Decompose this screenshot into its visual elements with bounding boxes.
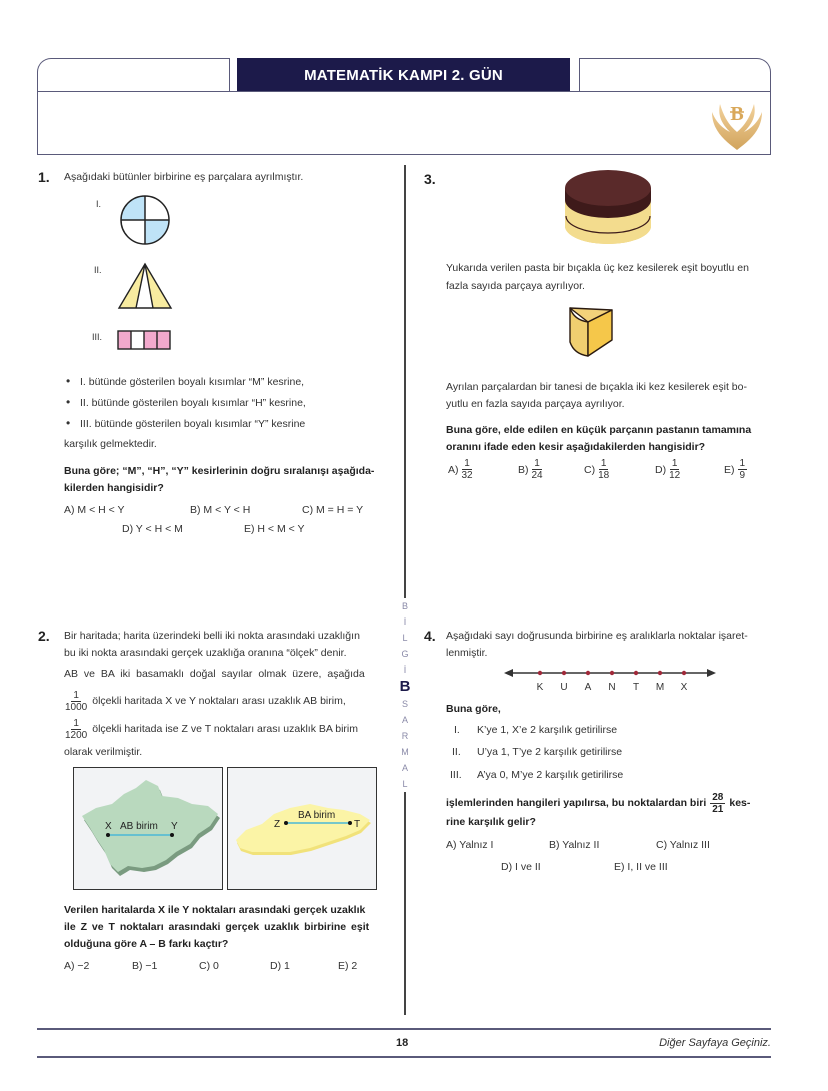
point-label: N (608, 682, 616, 693)
svg-text:B: B (730, 103, 744, 125)
option-e[interactable]: E) 2 (338, 960, 358, 972)
map-2 (227, 767, 377, 890)
question-intro: Aşağıdaki bütünler birbirine eş parçalara ayrılmıştır. (64, 171, 304, 183)
figure-label-1: I. (96, 199, 102, 209)
option-a[interactable]: A) $\frac{1}{32}$ (448, 458, 473, 481)
option-e[interactable]: E) $\frac{1}{9}$ (724, 458, 746, 481)
point-label: A (584, 682, 592, 693)
point-t-label: T (354, 819, 361, 830)
question-text: fazla sayıda parçaya ayrılıyor. (446, 280, 585, 292)
brand-letter: A (401, 715, 408, 725)
question-text: bu iki nokta arasındaki gerçek uzaklığa oranına “ölçek” denir. (64, 647, 347, 659)
option-b[interactable]: B) $\frac{1}{24}$ (518, 458, 543, 481)
question-prompt-cont: olduğuna göre A – B farkı kaçtır? (64, 938, 229, 950)
brand-letter: İ (403, 665, 407, 675)
point-label: K (536, 682, 544, 693)
question-prompt-cont: ile Z ve T noktaları arasındaki gerçek uzaklık birbirine eşit (64, 921, 370, 933)
scale-line-1: $\frac{1}{1000}$ ölçekli haritada X ve Y noktaları arası uzaklık AB birim, (65, 690, 346, 713)
option-a[interactable]: A) −2 (64, 960, 90, 972)
map-1 (73, 767, 223, 890)
option-c[interactable]: C) Yalnız III (656, 839, 710, 851)
question-text: Aşağıdaki sayı doğrusunda birbirine eş aralıklarla noktalar işaret- (446, 630, 748, 642)
cake-slice-image (568, 306, 614, 360)
option-d[interactable]: D) $\frac{1}{12}$ (655, 458, 681, 481)
point-label: M (655, 682, 665, 693)
distance-label: AB birim (120, 821, 158, 832)
cake-image (563, 166, 653, 248)
distance-label: BA birim (298, 810, 336, 821)
question-prompt: Verilen haritalarda X ile Y noktaları arasındaki gerçek uzaklık (64, 904, 366, 916)
point-label: X (680, 682, 688, 693)
option-b[interactable]: B) Yalnız II (549, 839, 600, 851)
point-y-label: Y (171, 821, 178, 832)
bullet-item: • I. bütünde gösterilen boyalı kısımlar “M” kesrine, (66, 371, 304, 393)
option-b[interactable]: B) −1 (132, 960, 158, 972)
page-number: 18 (396, 1037, 409, 1049)
number-line (504, 666, 716, 694)
quartered-circle-figure (119, 194, 171, 246)
statement-text: A’ya 0, M’ye 2 karşılık getirilirse (477, 769, 624, 781)
statement-roman: II. (452, 746, 461, 758)
option-d[interactable]: D) I ve II (501, 861, 541, 873)
publisher-logo-icon (706, 92, 768, 152)
brand-letter: R (401, 731, 409, 741)
brand-letter: G (401, 649, 409, 659)
option-d[interactable]: D) Y < H < M (122, 523, 183, 535)
divided-triangle-figure (117, 262, 173, 310)
option-b[interactable]: B) M < Y < H (190, 504, 251, 516)
brand-letter: L (402, 633, 408, 643)
point-label: U (560, 682, 568, 693)
header-left-tab (37, 58, 230, 92)
question-prompt: Buna göre, elde edilen en küçük parçanın pastanın tamamına (446, 424, 752, 436)
scale-line-2: $\frac{1}{1200}$ ölçekli haritada ise Z ve T noktaları arası uzaklık BA birim (65, 718, 358, 741)
option-c[interactable]: C) $\frac{1}{18}$ (584, 458, 610, 481)
question-text: Yukarıda verilen pasta bir bıçakla üç kez kesilerek eşit boyutlu en (446, 262, 749, 274)
header-right-tab (579, 58, 771, 92)
bullet-item: • III. bütünde gösterilen boyalı kısımlar “Y” kesrine (66, 413, 305, 435)
question-text: olarak verilmiştir. (64, 746, 143, 758)
question-text: Ayrılan parçalardan bir tanesi de bıçakla iki kez kesilerek eşit bo- (446, 381, 747, 393)
question-text: AB ve BA iki basamaklı doğal sayılar olmak üzere, aşağıda (64, 668, 365, 680)
green-map-shape (74, 768, 221, 888)
option-c[interactable]: C) M = H = Y (302, 504, 364, 516)
question-number: 1. (38, 169, 50, 185)
question-prompt: Buna göre; “M”, “H”, “Y” kesirlerinin doğru sıralanışı aşağıda- (64, 465, 375, 477)
bullets-conclusion: karşılık gelmektedir. (64, 438, 157, 450)
target-fraction: $\frac{28}{21}$ (712, 792, 724, 815)
bullet-item: • II. bütünde gösterilen boyalı kısımlar “H” kesrine, (66, 392, 306, 414)
question-text: yutlu en fazla sayıda parçaya ayrılıyor. (446, 398, 625, 410)
question-text: Bir haritada; harita üzerindeki belli iki nokta arasındaki uzaklığın (64, 630, 360, 642)
figure-label-2: II. (94, 265, 102, 275)
statement-roman: III. (450, 769, 462, 781)
yellow-map-shape (228, 768, 375, 888)
question-number: 3. (424, 171, 436, 187)
option-a[interactable]: A) M < H < Y (64, 504, 125, 516)
question-number: 4. (424, 628, 436, 644)
question-number: 2. (38, 628, 50, 644)
option-a[interactable]: A) Yalnız I (446, 839, 494, 851)
footer-top-rule (37, 1028, 771, 1030)
option-d[interactable]: D) 1 (270, 960, 290, 972)
scale-fraction-2: $\frac{1}{1200}$ (65, 718, 88, 741)
footer-bottom-rule (37, 1056, 771, 1058)
brand-vertical (398, 598, 412, 792)
point-x-label: X (105, 821, 112, 832)
statement-text: K’ye 1, X’e 2 karşılık getirilirse (477, 724, 618, 736)
question-prompt-cont: kilerden hangisidir? (64, 482, 164, 494)
brand-letter: A (401, 763, 408, 773)
option-e[interactable]: E) H < M < Y (244, 523, 305, 535)
point-label: T (632, 682, 640, 693)
brand-letter: İ (403, 617, 407, 627)
point-z-label: Z (274, 819, 281, 830)
question-prompt: işlemlerinden hangileri yapılırsa, bu noktalardan biri $\frac{28}{21}$ kes- (446, 792, 751, 815)
figure-label-3: III. (92, 332, 103, 342)
question-lead: Buna göre, (446, 703, 501, 715)
brand-letter: S (401, 699, 408, 709)
column-divider (401, 165, 408, 1015)
divided-rectangle-figure (117, 330, 171, 350)
brand-letter: B (401, 601, 408, 611)
page-title: MATEMATİK KAMPI 2. GÜN (237, 58, 570, 92)
brand-letter: M (401, 747, 409, 757)
statement-text: U’ya 1, T’ye 2 karşılık getirilirse (477, 746, 623, 758)
header-box (37, 91, 771, 155)
question-text: lenmiştir. (446, 647, 488, 659)
brand-letter: L (402, 779, 408, 789)
question-prompt-cont: rine karşılık gelir? (446, 816, 536, 828)
brand-mark-icon: B (399, 678, 411, 695)
scale-fraction-1: $\frac{1}{1000}$ (65, 690, 88, 713)
next-page-note: Diğer Sayfaya Geçiniz. (659, 1037, 771, 1049)
option-e[interactable]: E) I, II ve III (614, 861, 668, 873)
statement-roman: I. (454, 724, 460, 736)
question-prompt-cont: oranını ifade eden kesir aşağıdakilerden hangisidir? (446, 441, 706, 453)
option-c[interactable]: C) 0 (199, 960, 219, 972)
